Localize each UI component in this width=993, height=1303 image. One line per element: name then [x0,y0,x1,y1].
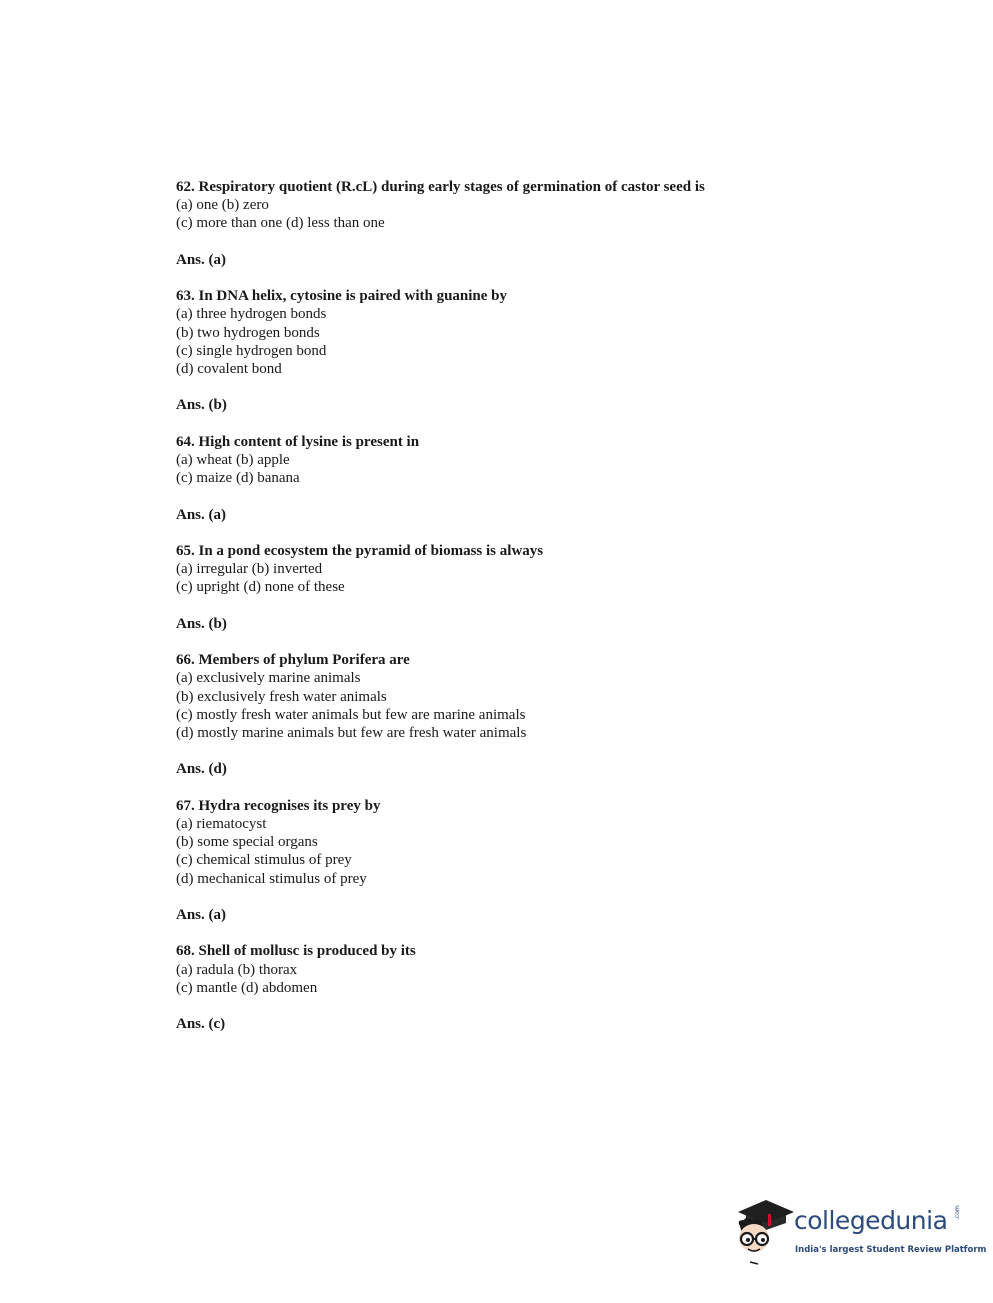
question-title: 66. Members of phylum Porifera are [176,652,410,669]
question-block [176,942,876,1033]
question-block [176,542,876,633]
answer-label: Ans. (a) [176,906,227,923]
question-option: (a) three hydrogen bonds [176,306,327,323]
question-list [176,178,876,1052]
question-title: 67. Hydra recognises its prey by [176,797,381,814]
collegedunia-logo [732,1196,987,1270]
answer-label: Ans. (b) [176,615,227,632]
logo-domain-suffix: .com [954,1205,961,1220]
question-option: (c) chemical stimulus of prey [176,852,352,869]
answer-label: Ans. (b) [176,397,227,414]
question-option: (b) exclusively fresh water animals [176,688,387,705]
question-block [176,287,876,414]
question-option: (a) radula (b) thorax [176,961,298,978]
question-option: (b) some special organs [176,834,318,851]
question-option: (b) two hydrogen bonds [176,324,320,341]
question-option: (d) mostly marine animals but few are fresh water animals [176,724,527,741]
question-title: 64. High content of lysine is present in [176,433,420,450]
question-block [176,651,876,778]
question-option: (c) single hydrogen bond [176,342,327,359]
question-option: (a) riematocyst [176,815,267,832]
question-option: (c) mantle (d) abdomen [176,979,318,996]
question-title: 62. Respiratory quotient (R.cL) during early stages of germination of castor seed is [176,179,705,195]
answer-label: Ans. (c) [176,1016,226,1033]
question-option: (d) covalent bond [176,361,282,377]
question-option: (a) exclusively marine animals [176,670,361,687]
answer-label: Ans. (a) [176,506,227,523]
question-option: (a) one (b) zero [176,197,269,214]
question-title: 63. In DNA helix, cytosine is paired with guanine by [176,288,508,305]
logo-wordmark: collegedunia [794,1206,948,1235]
question-option: (c) maize (d) banana [176,470,300,487]
question-title: 68. Shell of mollusc is produced by its [176,943,416,960]
answer-label: Ans. (d) [176,761,227,778]
question-block [176,178,876,269]
logo-tagline: India's largest Student Review Platform [795,1245,987,1255]
question-option: (c) upright (d) none of these [176,579,345,596]
question-option: (c) more than one (d) less than one [176,215,385,232]
question-option: (c) mostly fresh water animals but few are marine animals [176,706,526,723]
collegedunia-mascot-icon [732,1196,794,1268]
question-option: (a) wheat (b) apple [176,451,290,468]
question-block [176,797,876,924]
answer-label: Ans. (a) [176,251,227,268]
question-block [176,433,876,524]
question-option: (d) mechanical stimulus of prey [176,870,367,887]
question-title: 65. In a pond ecosystem the pyramid of biomass is always [176,542,544,559]
question-option: (a) irregular (b) inverted [176,561,323,578]
